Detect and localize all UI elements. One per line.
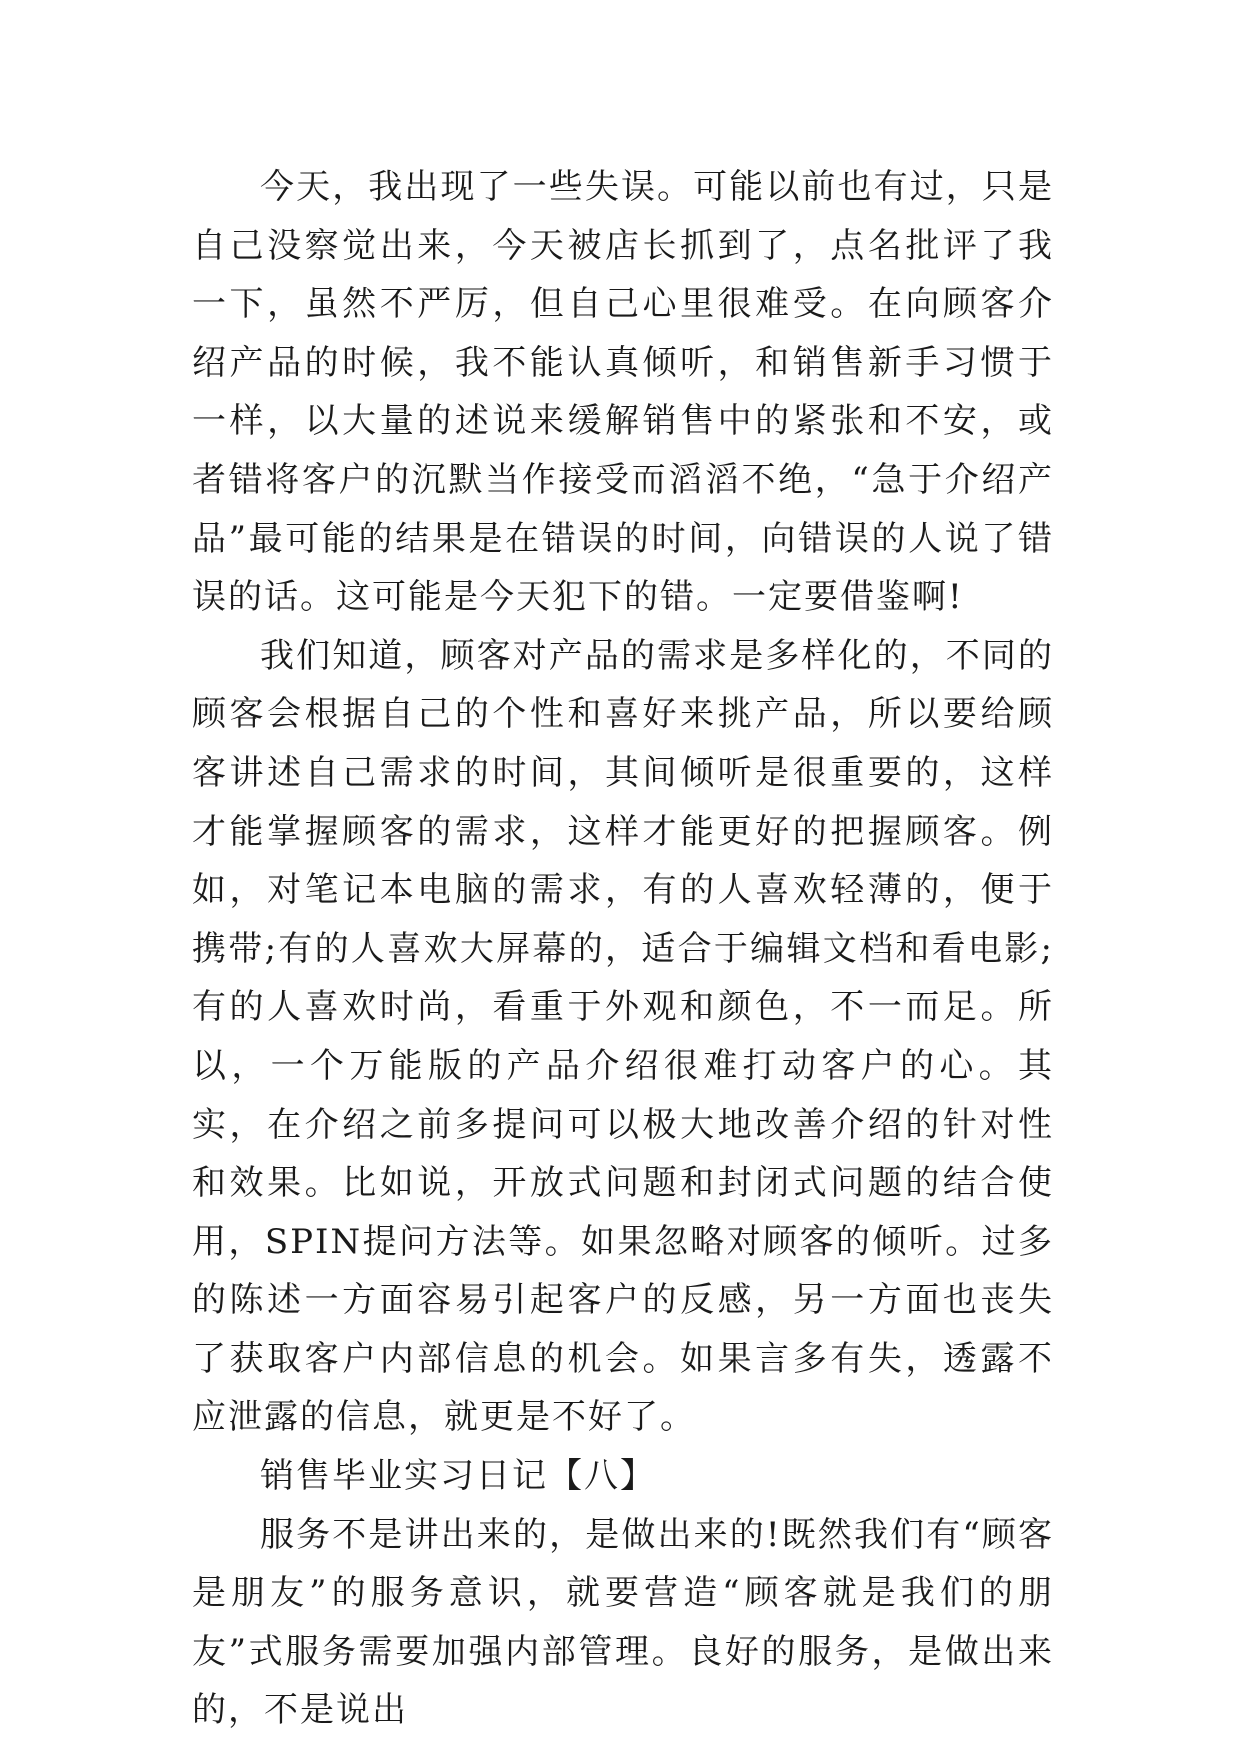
document-body bbox=[192, 158, 1054, 1740]
paragraph-mistake-reflection: 今天，我出现了一些失误。可能以前也有过，只是自己没察觉出来，今天被店长抓到了，点名批评了我一下，虽然不严厉，但自己心里很难受。在向顾客介绍产品的时候，我不能认真倾听，和销售新手习惯于一样，以大量的述说来缓解销售中的紧张和不安，或者错将客户的沉默当作接受而滔滔不绝，“急于介绍产品”最可能的结果是在错误的时间，向错误的人说了错误的话。这可能是今天犯下的错。一定要借鉴啊! bbox=[192, 167, 1054, 618]
paragraph-customer-needs: 我们知道，顾客对产品的需求是多样化的，不同的顾客会根据自己的个性和喜好来挑产品，所以要给顾客讲述自己需求的时间，其间倾听是很重要的，这样才能掌握顾客的需求，这样才能更好的把握顾客。例如，对笔记本电脑的需求，有的人喜欢轻薄的，便于携带;有的人喜欢大屏幕的，适合于编辑文档和看电影;有的人喜欢时尚，看重于外观和颜色，不一而足。所以，一个万能版的产品介绍很难打动客户的心。其实，在介绍之前多提问可以极大地改善介绍的针对性和效果。比如说，开放式问题和封闭式问题的结合使用，SPIN提问方法等。如果忽略对顾客的倾听。过多的陈述一方面容易引起客户的反感，另一方面也丧失了获取客户内部信息的机会。如果言多有失，透露不应泄露的信息，就更是不好了。 bbox=[192, 635, 1054, 1438]
paragraph-service: 服务不是讲出来的，是做出来的!既然我们有“顾客是朋友”的服务意识，就要营造“顾客就是我们的朋友”式服务需要加强内部管理。良好的服务，是做出来的，不是说出 bbox=[192, 1514, 1054, 1731]
section-heading: 销售毕业实习日记【八】 bbox=[260, 1456, 656, 1497]
